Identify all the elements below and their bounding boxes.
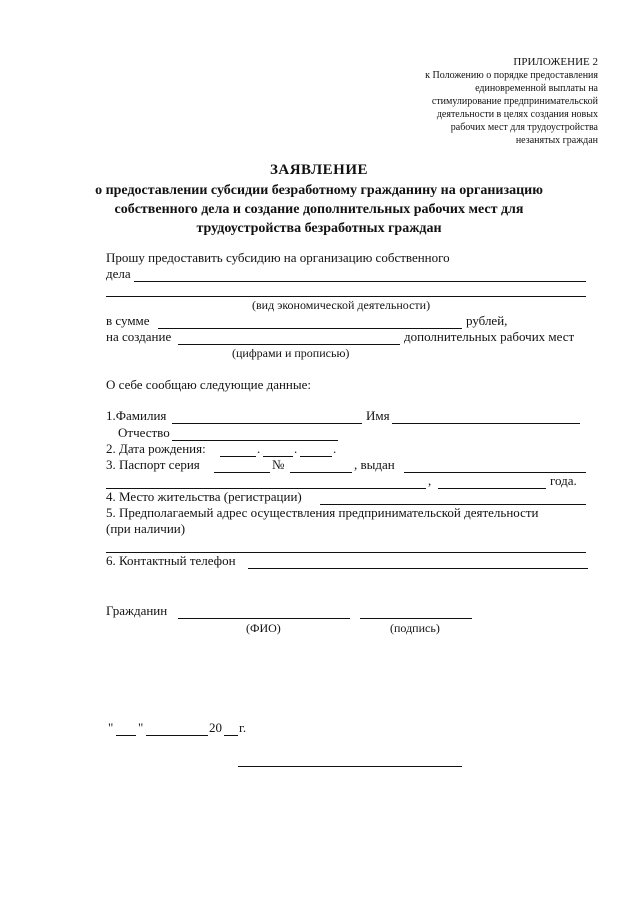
create-suffix: дополнительных рабочих мест bbox=[404, 329, 575, 344]
signature-field[interactable] bbox=[360, 618, 472, 619]
sum-label: в сумме bbox=[106, 313, 150, 328]
jobs-count-field[interactable] bbox=[178, 344, 400, 345]
subtitle-line: собственного дела и создание дополнительных рабочих мест для bbox=[114, 202, 524, 217]
appendix-line: стимулирование предпринимательской bbox=[431, 96, 598, 107]
date-month-field[interactable] bbox=[146, 735, 208, 736]
appendix-block bbox=[338, 56, 598, 147]
issued-comma: , bbox=[428, 473, 432, 488]
activity-field[interactable] bbox=[106, 296, 586, 297]
appendix-line: к Положению о порядке предоставления bbox=[425, 70, 598, 81]
business-address-label: 5. Предполагаемый адрес осуществления предпринимательской деятельности bbox=[106, 505, 539, 520]
sum-suffix: рублей, bbox=[466, 313, 508, 328]
surname-label: 1.Фамилия bbox=[106, 408, 167, 423]
date-quote-close: " bbox=[138, 720, 144, 735]
date-day-field[interactable] bbox=[116, 735, 136, 736]
birth-label: 2. Дата рождения: bbox=[106, 441, 206, 456]
date-quote-open: " bbox=[108, 720, 114, 735]
activity-caption: (вид экономической деятельности) bbox=[252, 298, 431, 312]
passport-label: 3. Паспорт серия bbox=[106, 457, 200, 472]
business-field[interactable] bbox=[134, 281, 586, 282]
patronymic-label: Отчество bbox=[118, 425, 170, 440]
document-title: ЗАЯВЛЕНИЕ bbox=[269, 162, 369, 178]
fio-caption: (ФИО) bbox=[246, 621, 281, 635]
date-year-suffix: г. bbox=[239, 720, 247, 735]
issued-label: , выдан bbox=[354, 457, 395, 472]
bottom-signature-field[interactable] bbox=[238, 766, 462, 767]
year-label: года. bbox=[550, 473, 577, 488]
residence-label: 4. Место жительства (регистрации) bbox=[106, 489, 302, 504]
digits-caption: (цифрами и прописью) bbox=[232, 346, 350, 360]
appendix-line: ПРИЛОЖЕНИЕ 2 bbox=[513, 56, 598, 68]
issue-date-field[interactable] bbox=[438, 488, 546, 489]
birth-day-field[interactable] bbox=[220, 456, 256, 457]
appendix-line: деятельности в целях создания новых bbox=[436, 109, 598, 120]
request-line-1: Прошу предоставить субсидию на организацию собственного bbox=[106, 250, 450, 265]
business-address-note: (при наличии) bbox=[106, 521, 186, 536]
subtitle-line: трудоустройства безработных граждан bbox=[196, 221, 442, 236]
phone-field[interactable] bbox=[248, 568, 588, 569]
document-subtitle bbox=[0, 181, 638, 238]
business-label: дела bbox=[106, 266, 131, 281]
sign-caption: (подпись) bbox=[390, 621, 440, 635]
birth-dot: . bbox=[333, 441, 337, 456]
appendix-line: рабочих мест для трудоустройства bbox=[450, 122, 598, 133]
phone-label: 6. Контактный телефон bbox=[106, 553, 236, 568]
passport-series-field[interactable] bbox=[214, 472, 270, 473]
citizen-label: Гражданин bbox=[106, 603, 168, 618]
appendix-line: единовременной выплаты на bbox=[475, 83, 598, 94]
about-intro: О себе сообщаю следующие данные: bbox=[106, 377, 312, 392]
name-label: Имя bbox=[366, 408, 390, 423]
create-label: на создание bbox=[106, 329, 172, 344]
passport-number-field[interactable] bbox=[290, 472, 352, 473]
name-field[interactable] bbox=[392, 423, 580, 424]
fio-field[interactable] bbox=[178, 618, 350, 619]
appendix-line: незанятых граждан bbox=[515, 135, 598, 146]
surname-field[interactable] bbox=[172, 423, 362, 424]
birth-year-field[interactable] bbox=[300, 456, 332, 457]
date-year-field[interactable] bbox=[224, 735, 238, 736]
passport-number-label: № bbox=[272, 457, 285, 472]
date-year-prefix: 20 bbox=[209, 720, 222, 735]
birth-dot: . bbox=[294, 441, 298, 456]
subtitle-line: о предоставлении субсидии безработному гражданину на организацию bbox=[95, 183, 543, 198]
birth-dot: . bbox=[257, 441, 261, 456]
